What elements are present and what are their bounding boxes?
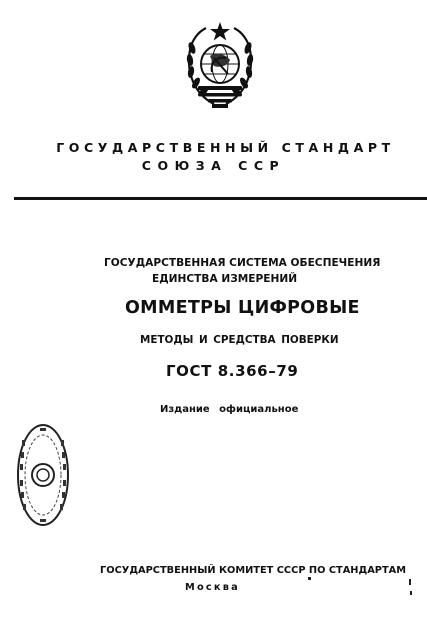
ink-speck (410, 591, 412, 595)
ink-speck (308, 577, 311, 580)
edition-label: Издание официальное (160, 404, 299, 415)
publisher-city: Москва (185, 582, 240, 593)
document-title: ОММЕТРЫ ЦИФРОВЫЕ (125, 298, 360, 318)
header-divider (14, 197, 427, 200)
document-subtitle: МЕТОДЫ И СРЕДСТВА ПОВЕРКИ (140, 334, 339, 346)
system-line-1: ГОСУДАРСТВЕННАЯ СИСТЕМА ОБЕСПЕЧЕНИЯ (104, 257, 381, 269)
publisher-line-1: ГОСУДАРСТВЕННЫЙ КОМИТЕТ СССР ПО СТАНДАРТАМ (100, 565, 406, 576)
header-standard-title: ГОСУДАРСТВЕННЫЙ СТАНДАРТ (56, 140, 395, 155)
system-line-2: ЕДИНСТВА ИЗМЕРЕНИЙ (152, 273, 298, 285)
header-country: СОЮЗА ССР (141, 158, 286, 173)
document-code: ГОСТ 8.366–79 (166, 362, 299, 380)
ink-speck (409, 579, 411, 585)
library-stamp-icon (10, 418, 76, 533)
state-emblem-icon (184, 20, 256, 110)
